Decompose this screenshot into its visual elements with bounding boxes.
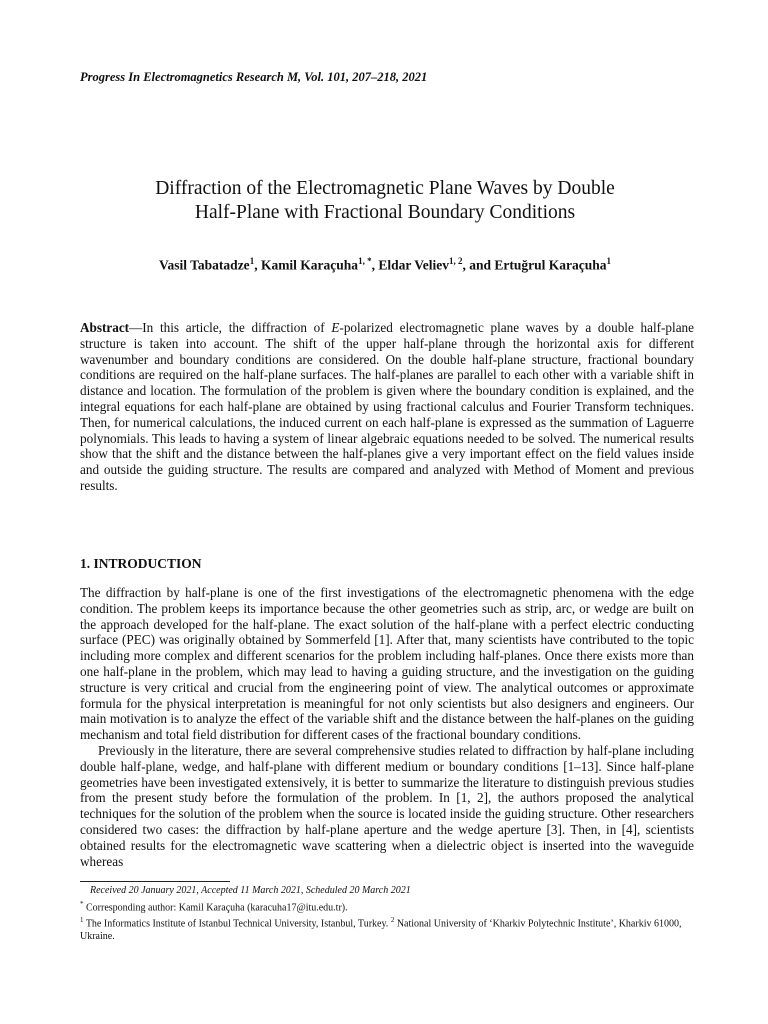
author-3: , Eldar Veliev bbox=[371, 257, 449, 273]
affiliations-note bbox=[80, 914, 694, 943]
author-1: Vasil Tabatadze bbox=[159, 257, 250, 273]
author-2: , Kamil Karaçuha bbox=[254, 257, 359, 273]
abstract-e-symbol: E bbox=[331, 320, 340, 335]
footnote-divider bbox=[80, 881, 230, 882]
author-1-affiliation: 1 bbox=[249, 256, 255, 266]
abstract bbox=[80, 320, 694, 494]
corresponding-author-note bbox=[80, 898, 694, 915]
journal-header: Progress In Electromagnetics Research M, Vol. 101, 207–218, 2021 bbox=[80, 70, 428, 84]
affiliation-1-mark: 1 bbox=[80, 916, 84, 925]
author-2-affiliation: 1, * bbox=[358, 256, 372, 266]
abstract-dash: — bbox=[129, 320, 143, 335]
paper-title bbox=[80, 177, 690, 225]
author-4-affiliation: 1 bbox=[606, 256, 611, 266]
abstract-text-start: In this article, the diffraction of bbox=[142, 320, 332, 335]
section-heading-introduction: 1. INTRODUCTION bbox=[80, 556, 202, 571]
abstract-label: Abstract bbox=[80, 320, 130, 335]
intro-paragraph-1: The diffraction by half-plane is one of the first investigations of the electromagnetic phenomena with the edge condition. The problem keeps its importance because the other geometries such as strip, arc, or wedge are built on the approach developed for the half-plane. The exact solution of the half-plane with a perfect electric conducting surface (PEC) was originally obtained by Sommerfeld [1]. After that, many scientists have contributed to the topic including more complex and different scenarios for the problem including half-planes. Once there exists more than one half-plane in the problem, which may lead to having a guiding structure, and the investigation on the guiding structure is very critical and crucial from the engineering point of view. The analytical outcomes or approximate formula for the physical interpretation is meaningful for not only scientists but also designers and engineers. Our main motivation is to analyze the effect of the variable shift and the distance between the half-planes on the guiding mechanism and total field distribution for different cases of the fractional boundary conditions. bbox=[80, 585, 694, 743]
author-4: , and Ertuğrul Karaçuha bbox=[462, 257, 607, 273]
affiliation-2-text: National University of ‘Kharkiv Polytechnic Institute’, Kharkiv 61000, Ukraine. bbox=[80, 918, 682, 943]
intro-paragraph-2: Previously in the literature, there are several comprehensive studies related to diffraction by half-plane including double half-plane, wedge, and half-plane with different medium or boundary conditions [1–13]. Since half-plane geometries have been investigated extensively, it is better to summarize the literature to distinguish previous studies from the present study before the formulation of the problem. In [1, 2], the authors proposed the analytical techniques for the solution of the problem when the source is located inside the guiding structure. Other researchers considered two cases: the diffraction by half-plane aperture and the wedge aperture [3]. Then, in [4], scientists obtained results for the electromagnetic wave scattering when a dielectric object is inserted into the waveguide whereas bbox=[80, 742, 694, 869]
abstract-text: -polarized electromagnetic plane waves by a double half-plane structure is taken into account. The shift of the upper half-plane through the horizontal axis for different wavenumber and boundary conditions are considered. On the double half-plane structure, fractional boundary conditions are required on the half-plane surfaces. The half-planes are parallel to each other with a variable shift in distance and location. The formulation of the problem is given where the boundary condition is explained, and the integral equations for each half-plane are obtained by using fractional calculus and Fourier Transform techniques. Then, for numerical calculations, the induced current on each half-plane is expressed as the summation of Laguerre polynomials. This leads to having a system of linear algebraic equations needed to be solved. The numerical results show that the shift and the distance between the half-planes give a very important effect on the field values inside and outside the guiding structure. The results are compared and analyzed with Method of Moment and previous results. bbox=[80, 320, 694, 493]
footnotes bbox=[80, 885, 694, 944]
author-3-affiliation: 1, 2 bbox=[448, 256, 463, 266]
author-list bbox=[80, 256, 690, 274]
title-line-1: Diffraction of the Electromagnetic Plane Waves by Double bbox=[155, 178, 615, 199]
corresponding-author-text: Corresponding author: Kamil Karaçuha (karacuha17@itu.edu.tr). bbox=[86, 901, 348, 913]
affiliation-2-mark: 2 bbox=[390, 916, 395, 925]
corresponding-star: * bbox=[80, 899, 84, 908]
title-line-2: Half-Plane with Fractional Boundary Conditions bbox=[194, 202, 576, 223]
introduction-body bbox=[80, 585, 694, 869]
affiliation-1-text: The Informatics Institute of Istanbul Technical University, Istanbul, Turkey. bbox=[85, 918, 389, 930]
received-dates: Received 20 January 2021, Accepted 11 March 2021, Scheduled 20 March 2021 bbox=[90, 885, 411, 896]
